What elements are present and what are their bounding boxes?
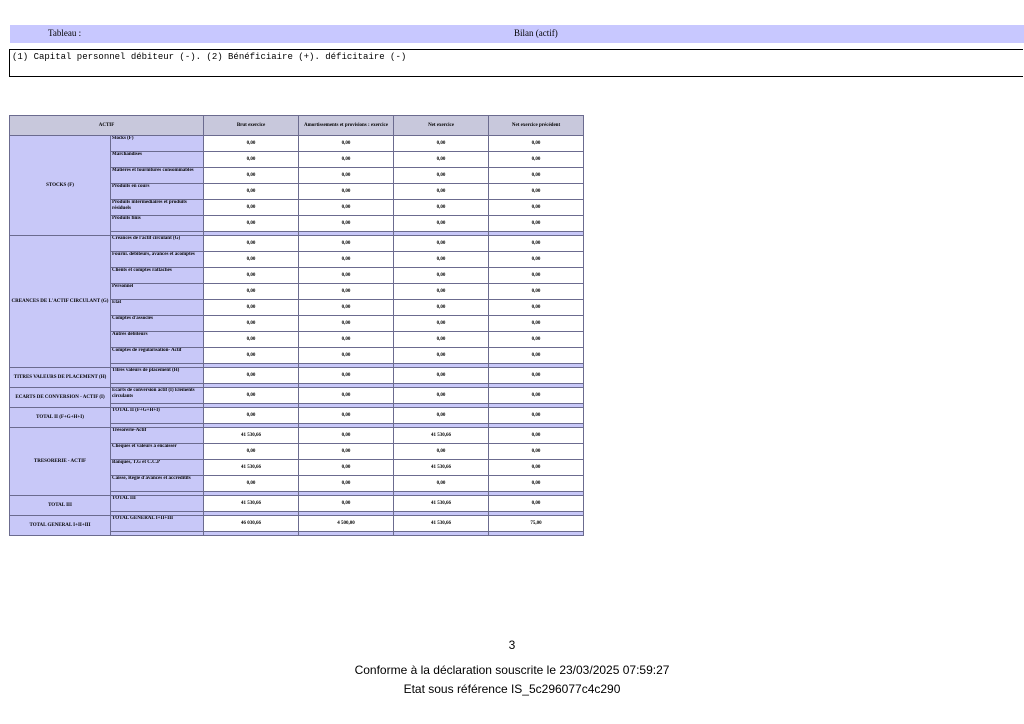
row-label: Produits finis [111, 216, 204, 232]
separator-cell [111, 532, 204, 536]
footer-reference: Etat sous référence IS_5c296077c4c290 [403, 682, 621, 696]
value-cell: 0,00 [394, 444, 489, 460]
value-cell: 0,00 [489, 476, 584, 492]
row-label: Titres valeurs de placement (H) [111, 368, 204, 384]
value-cell: 0,00 [394, 168, 489, 184]
value-cell: 0,00 [299, 152, 394, 168]
header-bar [10, 25, 1024, 43]
table-row [10, 236, 584, 252]
value-cell: 0,00 [299, 368, 394, 384]
value-cell: 0,00 [394, 284, 489, 300]
value-cell: 0,00 [299, 388, 394, 404]
row-label: Ecarts de conversion actif (I) Eléments circulants [111, 388, 204, 404]
column-header: ACTIF [10, 116, 204, 136]
value-cell: 4 500,00 [299, 516, 394, 532]
value-cell: 0,00 [394, 216, 489, 232]
value-cell: 41 530,66 [394, 428, 489, 444]
bilan-actif-table [9, 115, 584, 536]
header-label: Tableau : [48, 28, 82, 38]
value-cell: 0,00 [394, 200, 489, 216]
value-cell: 0,00 [204, 136, 299, 152]
value-cell: 0,00 [299, 236, 394, 252]
value-cell: 0,00 [489, 136, 584, 152]
value-cell: 41 530,66 [204, 428, 299, 444]
value-cell: 0,00 [489, 348, 584, 364]
value-cell: 0,00 [394, 184, 489, 200]
value-cell: 0,00 [299, 252, 394, 268]
value-cell: 0,00 [489, 168, 584, 184]
group-label: TRESORERIE - ACTIF [10, 428, 111, 496]
row-label: Autres débiteurs [111, 332, 204, 348]
value-cell: 0,00 [299, 476, 394, 492]
separator-cell [489, 532, 584, 536]
value-cell: 46 030,66 [204, 516, 299, 532]
value-cell: 0,00 [299, 268, 394, 284]
value-cell: 0,00 [299, 184, 394, 200]
value-cell: 0,00 [489, 268, 584, 284]
value-cell: 0,00 [394, 316, 489, 332]
value-cell: 41 530,66 [394, 516, 489, 532]
value-cell: 0,00 [394, 368, 489, 384]
value-cell: 0,00 [394, 388, 489, 404]
value-cell: 0,00 [489, 388, 584, 404]
row-label: Produits intermédiaires et produits résiduels [111, 200, 204, 216]
row-label: Produits en cours [111, 184, 204, 200]
row-label: Etat [111, 300, 204, 316]
value-cell: 0,00 [394, 136, 489, 152]
row-label: Trésorerie-Actif [111, 428, 204, 444]
value-cell: 0,00 [299, 284, 394, 300]
table-header-row [10, 116, 584, 136]
value-cell: 0,00 [204, 236, 299, 252]
value-cell: 0,00 [489, 496, 584, 512]
value-cell: 0,00 [489, 332, 584, 348]
value-cell: 0,00 [204, 408, 299, 424]
value-cell: 0,00 [204, 252, 299, 268]
value-cell: 0,00 [394, 408, 489, 424]
value-cell: 0,00 [204, 152, 299, 168]
value-cell: 0,00 [204, 200, 299, 216]
value-cell: 0,00 [204, 388, 299, 404]
row-label: Comptes de régularisation- Actif [111, 348, 204, 364]
value-cell: 0,00 [394, 152, 489, 168]
value-cell: 0,00 [204, 476, 299, 492]
value-cell: 0,00 [489, 200, 584, 216]
value-cell: 0,00 [204, 300, 299, 316]
table-row [10, 428, 584, 444]
table-row [10, 516, 584, 532]
row-label: Stocks (F) [111, 136, 204, 152]
value-cell: 0,00 [204, 444, 299, 460]
value-cell: 0,00 [489, 216, 584, 232]
page-number: 3 [508, 638, 516, 652]
value-cell: 0,00 [299, 444, 394, 460]
separator-cell [299, 532, 394, 536]
value-cell: 0,00 [204, 316, 299, 332]
value-cell: 0,00 [299, 428, 394, 444]
value-cell: 0,00 [394, 332, 489, 348]
group-label: TITRES VALEURS DE PLACEMENT (H) [10, 368, 111, 388]
value-cell: 0,00 [299, 460, 394, 476]
row-label: TOTAL III [111, 496, 204, 512]
value-cell: 0,00 [394, 268, 489, 284]
row-label: TOTAL II (F+G+H+I) [111, 408, 204, 424]
value-cell: 0,00 [489, 460, 584, 476]
note-box: (1) Capital personnel débiteur (-). (2) Bénéficiaire (+). déficitaire (-) [9, 49, 1023, 77]
group-label: CREANCES DE L'ACTIF CIRCULANT (G) [10, 236, 111, 368]
table-row [10, 408, 584, 424]
value-cell: 0,00 [299, 200, 394, 216]
row-label: Matières et fournitures consommables [111, 168, 204, 184]
value-cell: 0,00 [489, 152, 584, 168]
row-label: Clients et comptes rattachés [111, 268, 204, 284]
row-label: Personnel [111, 284, 204, 300]
group-label: TOTAL GENERAL I+II+III [10, 516, 111, 536]
table-row [10, 496, 584, 512]
value-cell: 75,00 [489, 516, 584, 532]
column-header: Brut exercice [204, 116, 299, 136]
value-cell: 41 530,66 [204, 496, 299, 512]
value-cell: 0,00 [204, 284, 299, 300]
column-header: Net exercice [394, 116, 489, 136]
value-cell: 0,00 [489, 408, 584, 424]
value-cell: 0,00 [299, 496, 394, 512]
footer-conformity: Conforme à la déclaration souscrite le 23/03/2025 07:59:27 [354, 663, 670, 677]
column-header: Net exercice précédent [489, 116, 584, 136]
value-cell: 0,00 [394, 348, 489, 364]
value-cell: 0,00 [204, 216, 299, 232]
column-header: Amortissements et provisions : exercice [299, 116, 394, 136]
value-cell: 0,00 [204, 168, 299, 184]
row-label: Fourni. débiteurs, avances et acomptes [111, 252, 204, 268]
table-row [10, 136, 584, 152]
value-cell: 41 530,66 [394, 460, 489, 476]
group-label: ECARTS DE CONVERSION - ACTIF (I) [10, 388, 111, 408]
value-cell: 0,00 [299, 300, 394, 316]
value-cell: 0,00 [204, 368, 299, 384]
value-cell: 0,00 [489, 284, 584, 300]
value-cell: 0,00 [204, 332, 299, 348]
group-label: STOCKS (F) [10, 136, 111, 236]
value-cell: 0,00 [394, 300, 489, 316]
row-label: Comptes d'associés [111, 316, 204, 332]
value-cell: 0,00 [299, 168, 394, 184]
value-cell: 0,00 [204, 268, 299, 284]
row-label: TOTAL GENERAL I+II+III [111, 516, 204, 532]
value-cell: 0,00 [489, 236, 584, 252]
value-cell: 41 530,66 [204, 460, 299, 476]
group-label: TOTAL III [10, 496, 111, 516]
value-cell: 0,00 [299, 348, 394, 364]
value-cell: 0,00 [299, 216, 394, 232]
table-row [10, 368, 584, 384]
value-cell: 0,00 [299, 136, 394, 152]
value-cell: 0,00 [394, 236, 489, 252]
value-cell: 0,00 [489, 368, 584, 384]
value-cell: 0,00 [489, 444, 584, 460]
value-cell: 0,00 [299, 408, 394, 424]
value-cell: 0,00 [489, 316, 584, 332]
row-label: Banques, T.G et C.C.P [111, 460, 204, 476]
table-body [10, 136, 584, 536]
value-cell: 0,00 [394, 252, 489, 268]
value-cell: 0,00 [299, 316, 394, 332]
value-cell: 0,00 [489, 300, 584, 316]
value-cell: 0,00 [489, 252, 584, 268]
value-cell: 0,00 [204, 184, 299, 200]
group-label: TOTAL II (F+G+H+I) [10, 408, 111, 428]
row-label: Chèques et valeurs à encaisser [111, 444, 204, 460]
separator-cell [394, 532, 489, 536]
row-label: Caisse, Régie d'avances et accréditifs [111, 476, 204, 492]
value-cell: 0,00 [489, 184, 584, 200]
separator-cell [204, 532, 299, 536]
row-label: Créances de l'actif circulant (G) [111, 236, 204, 252]
value-cell: 0,00 [394, 476, 489, 492]
page-title: Bilan (actif) [514, 28, 558, 38]
row-label: Marchandises [111, 152, 204, 168]
value-cell: 0,00 [299, 332, 394, 348]
value-cell: 41 530,66 [394, 496, 489, 512]
value-cell: 0,00 [489, 428, 584, 444]
table-row [10, 388, 584, 404]
value-cell: 0,00 [204, 348, 299, 364]
